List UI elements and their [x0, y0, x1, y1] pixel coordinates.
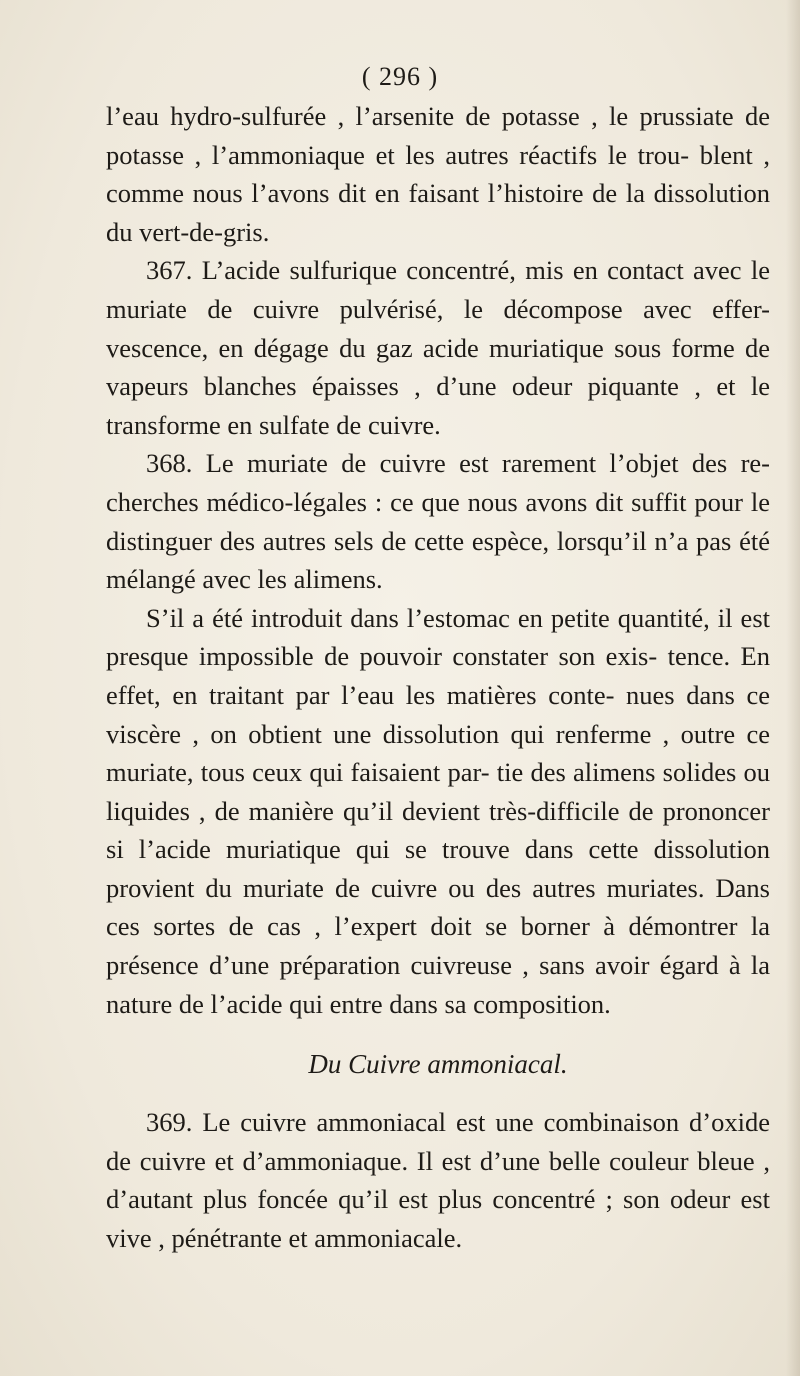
paragraph-367: 367. L’acide sulfurique concentré, mis en contact avec le muriate de cuivre pulvérisé, le décompose avec effer- vescence, en dégage du gaz acide muriatique sous forme de vapeurs blanches épaisses , d’une odeur piquante , et le transforme en sulfate de cuivre.: [106, 255, 770, 440]
page-body: [106, 97, 770, 1258]
paragraph-369: 369. Le cuivre ammoniacal est une combinaison d’oxide de cuivre et d’ammoniaque. Il est d’une belle couleur bleue , d’autant plus foncée qu’il est plus concentré ; son odeur est vive , pénétrante et ammoniacale.: [106, 1107, 770, 1254]
paragraph-368: 368. Le muriate de cuivre est rarement l’objet des re- cherches médico-légales : ce que nous avons dit suffit pour le distinguer des autres sels de cette espèce, lorsqu’il n’a pas été mélangé avec les alimens.: [106, 448, 770, 595]
page-number: ( 296 ): [361, 62, 439, 91]
section-title: Du Cuivre ammoniacal.: [308, 1049, 568, 1080]
paragraph-368-continued: S’il a été introduit dans l’estomac en petite quantité, il est presque impossible de pouvoir constater son exis- tence. En effet, en traitant par l’eau les matières conte- nues dans ce viscère , on obtient une dissolution qui renferme , outre ce muriate, tous ceux qui faisaient par- tie des alimens solides ou liquides , de manière qu’il devient très-difficile de prononcer si l’acide muriatique qui se trouve dans cette dissolution provient du muriate de cuivre ou des autres muriates. Dans ces sortes de cas , l’expert doit se borner à démontrer la présence d’une préparation cuivreuse , sans avoir égard à la nature de l’acide qui entre dans sa composition.: [106, 602, 770, 1019]
page-edge-shadow: [786, 0, 800, 1376]
paragraph-continuation: l’eau hydro-sulfurée , l’arsenite de potasse , le prussiate de potasse , l’ammoniaque et les autres réactifs le trou- blent , comme nous l’avons dit en faisant l’histoire de la dissolution du vert-de-gris.: [106, 101, 770, 247]
